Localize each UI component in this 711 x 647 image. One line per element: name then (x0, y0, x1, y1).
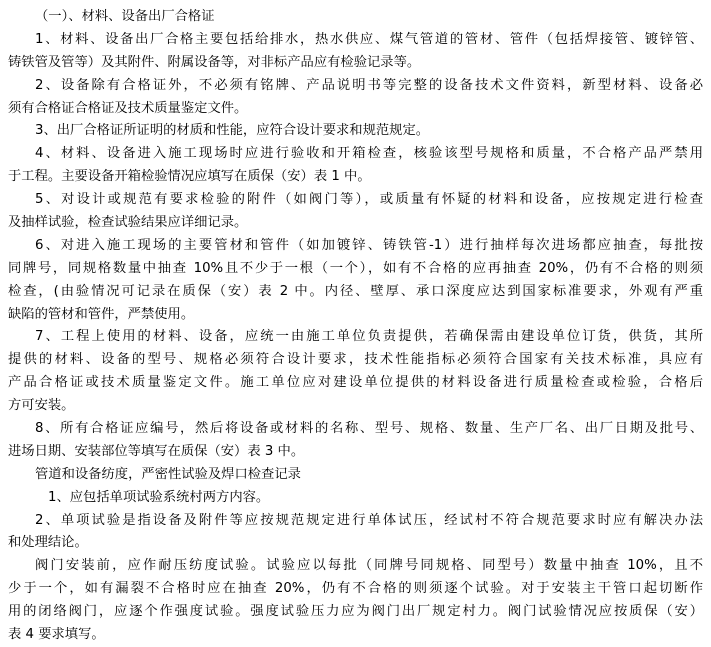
text-line: 表 4 要求填写。 (8, 627, 105, 643)
text-line: 2、设备除有合格证外，不必须有铭牌、产品说明书等完整的设备技术文件资料，新型材料、设备必 (35, 77, 703, 93)
text-line: 进场日期、安装部位等填写在质保（安）表 3 中。 (8, 443, 305, 459)
text-line: 用的闭络阀门，应逐个作强度试验。强度试验压力应为阀门出厂规定村力。阀门试验情况应按质保（安） (8, 604, 703, 620)
text-line: 检查，(由验情况可记录在质保（安）表 2 中。内径、壁厚、承口深度应达到国家标准要求，外观有严重 (8, 283, 703, 299)
text-line: 须有合格证合格证及技术质量鉴定文件。 (8, 100, 248, 116)
text-line: 6、对进入施工现场的主要管材和管件（如加镀锌、铸铁管-1）进行抽样每次进场都应抽查，每批按 (35, 237, 703, 253)
text-line: （一）、材料、设备出厂合格证 (35, 9, 215, 24)
text-line: 同牌号，同规格数量中抽查 10%且不少于一根（一个），如有不合格的应再抽查 20%，仍有不合格的则须 (8, 260, 703, 276)
text-line: 产品合格证或技术质量鉴定文件。施工单位应对建设单位提供的材料设备进行质量检查或检验，合格后 (8, 375, 703, 391)
text-line: 8、所有合格证应编号，然后将设备或材料的名称、型号、规格、数量、生产厂名、出厂日期及批号、 (35, 421, 703, 437)
text-line: 于工程。主要设备开箱检验情况应填写在质保（安）表 1 中。 (8, 169, 371, 185)
text-line: 4、材料、设备进入施工现场时应进行验收和开箱检查，核验该型号规格和质量，不合格产品严禁用 (35, 146, 703, 162)
text-line: 及抽样试验，检查试验结果应详细记录。 (8, 215, 248, 231)
text-line: 2、单项试验是指设备及附件等应按规范规定进行单体试压，经试村不符合规范要求时应有解决办法 (35, 512, 703, 528)
text-line: 提供的材料、设备的型号、规格必须符合设计要求，技术性能指标必须符合国家有关技术标准，具应有 (8, 352, 703, 368)
text-line: 管道和设备纺度，严密性试验及焊口检查记录 (35, 466, 301, 482)
text-line: 少于一个，如有漏裂不合格时应在抽查 20%，仍有不合格的则须逐个试验。对于安装主干管口起切断作 (8, 581, 703, 597)
text-line: 5、对设计或规范有要求检验的附件（如阀门等），或质量有怀疑的材料和设备，应按规定进行检查 (35, 192, 703, 208)
text-line: 和处理结论。 (8, 535, 88, 551)
text-line: 3、出厂合格证所证明的材质和性能，应符合设计要求和规范规定。 (35, 123, 430, 139)
text-line: 7、工程上使用的材料、设备，应统一由施工单位负责提供，若确保需由建设单位订货，供货，其所 (35, 329, 703, 345)
text-line: 1、应包括单项试验系统村两方内容。 (48, 489, 270, 505)
text-line: 铸铁管及管等）及其附件、附属设备等，对非标产品应有检验记录等。 (8, 54, 421, 70)
text-line: 1、材料、设备出厂合格主要包括给排水，热水供应、煤气管道的管材、管件（包括焊接管、镀锌管、 (35, 31, 703, 47)
text-line: 缺陷的管材和管件，严禁使用。 (8, 306, 195, 322)
text-line: 阀门安装前，应作耐压纺度试验。试验应以每批（同牌号同规格、同型号）数量中抽查 10%，且不 (35, 558, 703, 574)
text-line: 方可安装。 (8, 398, 75, 414)
